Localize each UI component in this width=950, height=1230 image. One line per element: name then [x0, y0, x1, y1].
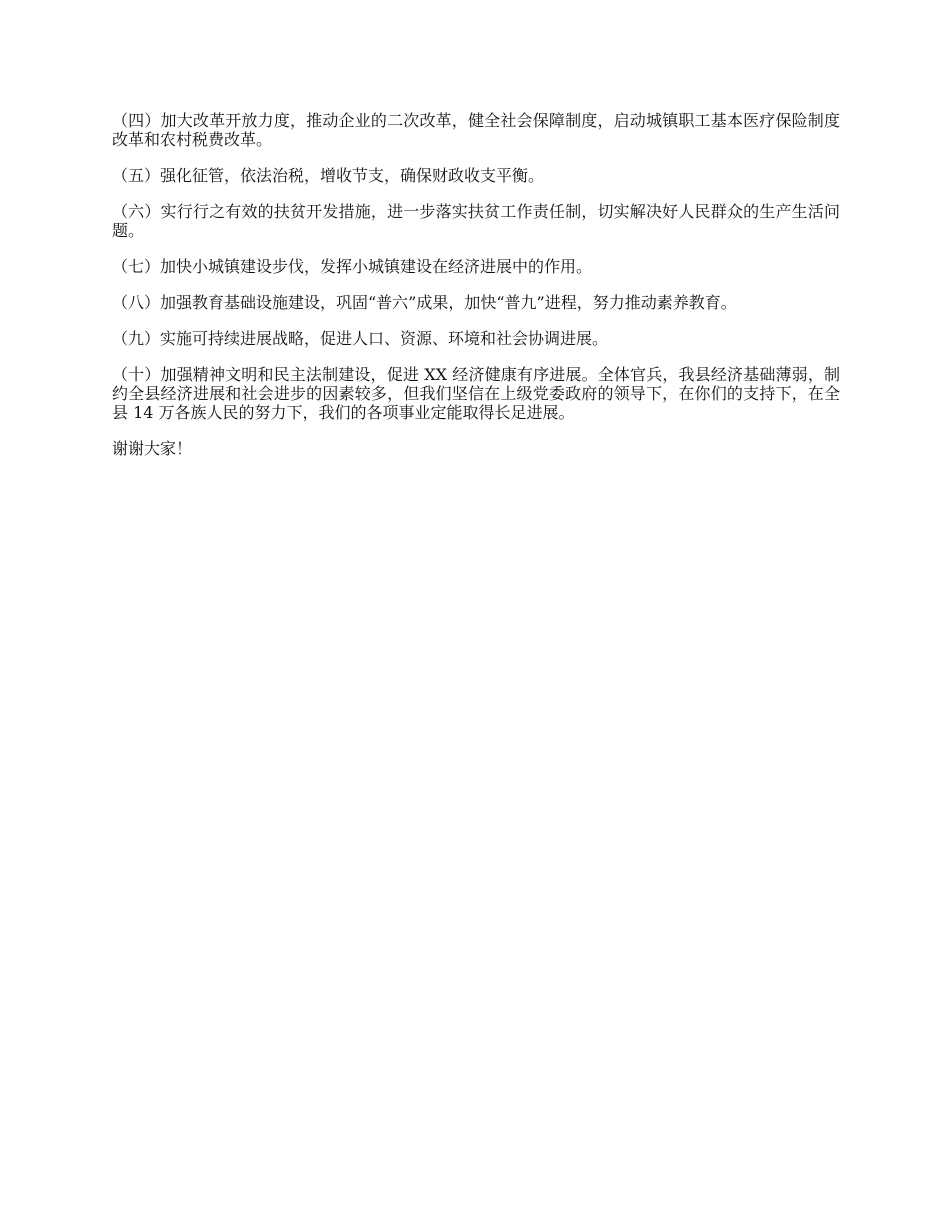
- document-body: [112, 111, 840, 475]
- paragraph-sustainable-development: （九）实施可持续进展战略，促进人口、资源、环境和社会协调进展。: [112, 329, 609, 348]
- paragraph-education: （八）加强教育基础设施建设，巩固“普六”成果，加快“普九”进程，努力推动素养教育。: [112, 293, 737, 312]
- paragraph-closing: 谢谢大家！: [112, 439, 193, 458]
- paragraph-finance: （五）强化征管，依法治税，增收节支，确保财政收支平衡。: [112, 166, 545, 185]
- paragraph-small-towns: （七）加快小城镇建设步伐，发挥小城镇建设在经济进展中的作用。: [112, 257, 593, 276]
- paragraph-reform: （四）加大改革开放力度，推动企业的二次改革，健全社会保障制度，启动城镇职工基本医疗保险制度改革和农村税费改革。: [112, 111, 840, 149]
- paragraph-civilization-legal: （十）加强精神文明和民主法制建设，促进 XX 经济健康有序进展。全体官兵，我县经济基础薄弱，制约全县经济进展和社会进步的因素较多，但我们坚信在上级党委政府的领导下，在你们的支持下，在全县 14 万各族人民的努力下，我们的各项事业定能取得长足进展。: [112, 365, 840, 422]
- paragraph-poverty-relief: （六）实行行之有效的扶贫开发措施，进一步落实扶贫工作责任制，切实解决好人民群众的生产生活问题。: [112, 202, 840, 240]
